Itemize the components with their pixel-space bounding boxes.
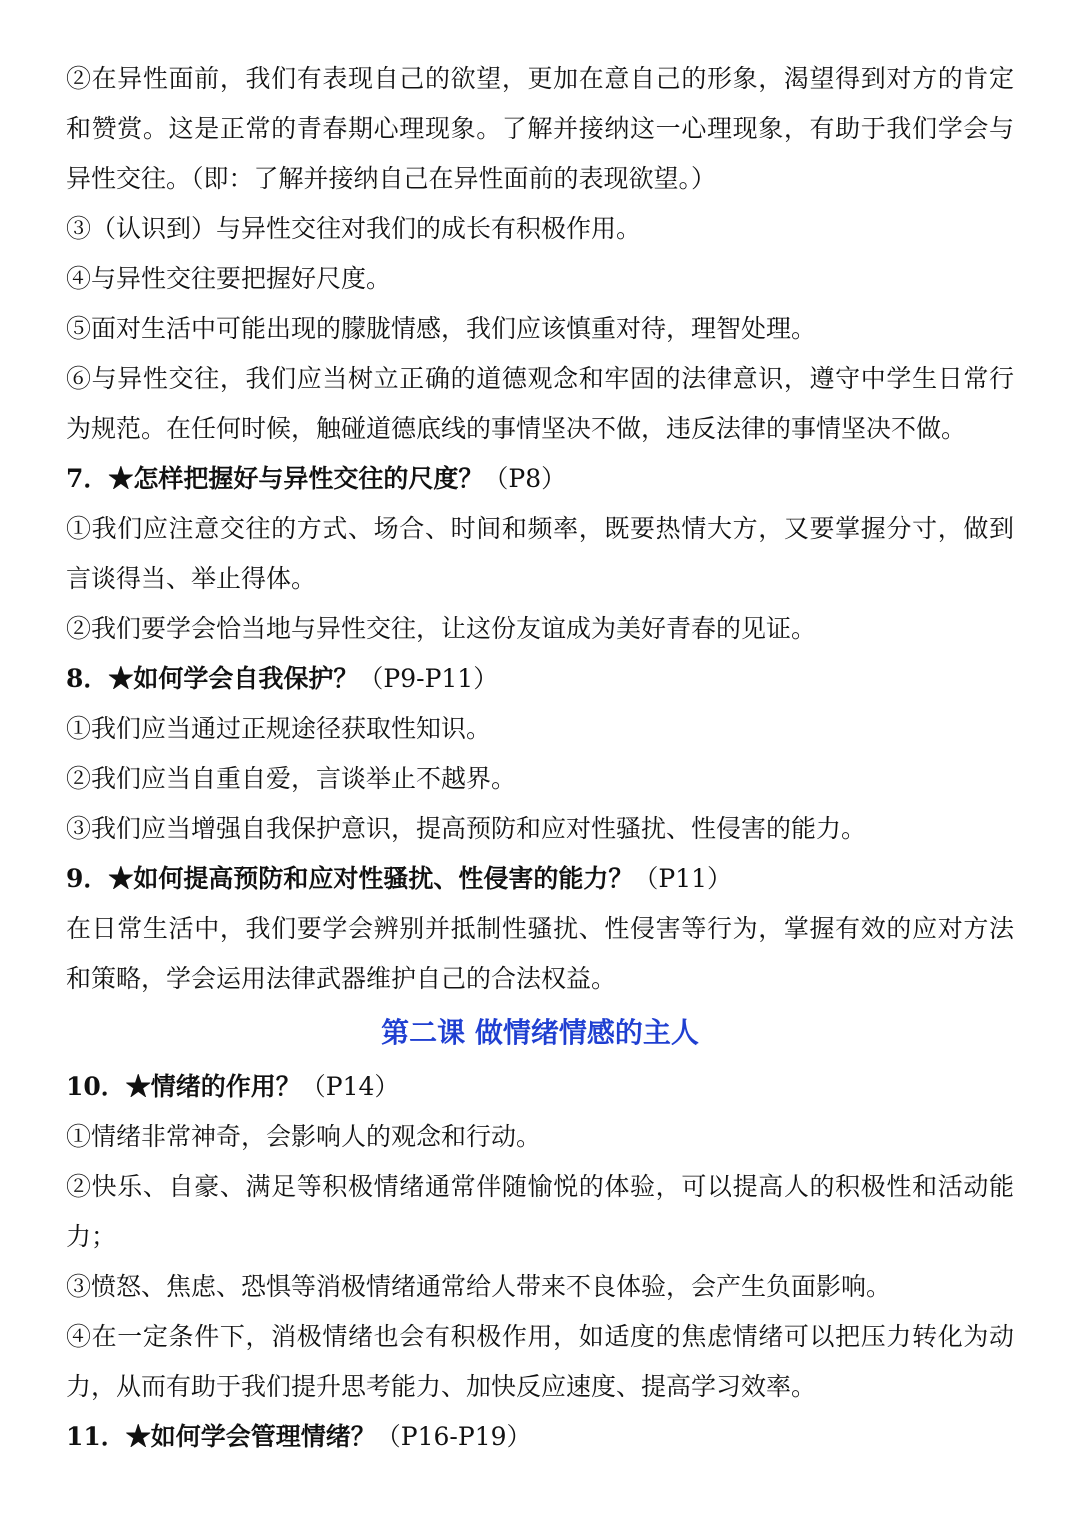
question-10-item-4: ④在一定条件下，消极情绪也会有积极作用，如适度的焦虑情绪可以把压力转化为动力，从而有助于我们提升思考能力、加快反应速度、提高学习效率。	[66, 1322, 1014, 1401]
paragraph-5: ⑤面对生活中可能出现的朦胧情感，我们应该慎重对待，理智处理。	[66, 314, 817, 343]
question-9-ref: （P11）	[633, 864, 733, 893]
paragraph-3: ③（认识到）与异性交往对我们的成长有积极作用。	[66, 214, 642, 243]
question-8-item-2: ②我们应当自重自爱，言谈举止不越界。	[66, 764, 517, 793]
question-10-title: 10．★情绪的作用？	[66, 1072, 301, 1101]
question-8-item-1: ①我们应当通过正规途径获取性知识。	[66, 714, 492, 743]
question-11-ref: （P16-P19）	[375, 1422, 532, 1451]
question-7-ref: （P8）	[483, 464, 567, 493]
question-7-heading	[66, 454, 1014, 504]
question-10-item-3: ③愤怒、焦虑、恐惧等消极情绪通常给人带来不良体验，会产生负面影响。	[66, 1272, 892, 1301]
question-7-item-2: ②我们要学会恰当地与异性交往，让这份友谊成为美好青春的见证。	[66, 614, 817, 643]
question-7-item-1: ①我们应注意交往的方式、场合、时间和频率，既要热情大方，又要掌握分寸，做到言谈得当、举止得体。	[66, 514, 1014, 593]
question-8-title: 8．★如何学会自我保护？	[66, 664, 359, 693]
question-9-heading	[66, 854, 1014, 904]
lesson-title: 第二课 做情绪情感的主人	[381, 1016, 699, 1049]
question-9-item-1: 在日常生活中，我们要学会辨别并抵制性骚扰、性侵害等行为，掌握有效的应对方法和策略，学会运用法律武器维护自己的合法权益。	[66, 914, 1014, 993]
question-11-title: 11．★如何学会管理情绪？	[66, 1422, 376, 1451]
question-9-title: 9．★如何提高预防和应对性骚扰、性侵害的能力？	[66, 864, 634, 893]
paragraph-6: ⑥与异性交往，我们应当树立正确的道德观念和牢固的法律意识，遵守中学生日常行为规范。在任何时候，触碰道德底线的事情坚决不做，违反法律的事情坚决不做。	[66, 364, 1014, 443]
question-11-heading	[66, 1412, 1014, 1462]
question-10-item-1: ①情绪非常神奇，会影响人的观念和行动。	[66, 1122, 542, 1151]
paragraph-2: ②在异性面前，我们有表现自己的欲望，更加在意自己的形象，渴望得到对方的肯定和赞赏。这是正常的青春期心理现象。了解并接纳这一心理现象，有助于我们学会与异性交往。（即：了解并接纳自己在异性面前的表现欲望。）	[66, 64, 1014, 193]
paragraph-4: ④与异性交往要把握好尺度。	[66, 264, 392, 293]
question-8-ref: （P9-P11）	[358, 664, 499, 693]
question-8-item-3: ③我们应当增强自我保护意识，提高预防和应对性骚扰、性侵害的能力。	[66, 814, 867, 843]
question-8-heading	[66, 654, 1014, 704]
question-7-title: 7．★怎样把握好与异性交往的尺度？	[66, 464, 484, 493]
question-10-item-2: ②快乐、自豪、满足等积极情绪通常伴随愉悦的体验，可以提高人的积极性和活动能力；	[66, 1172, 1014, 1251]
question-10-ref: （P14）	[300, 1072, 400, 1101]
question-10-heading	[66, 1062, 1014, 1112]
